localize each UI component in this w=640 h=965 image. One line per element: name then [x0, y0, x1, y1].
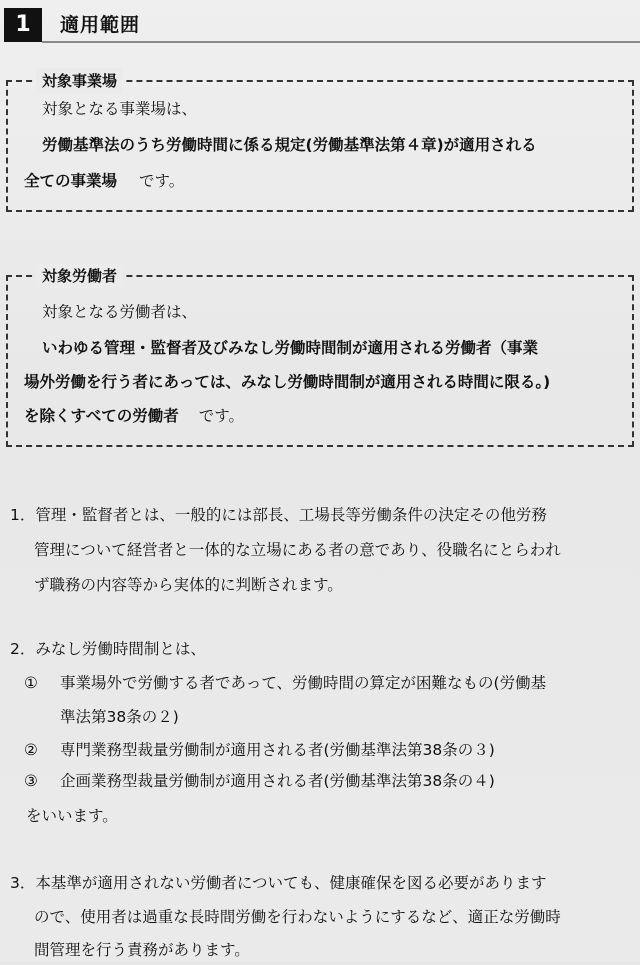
target-workplace-emphasis: 全ての事業場 [24, 172, 118, 190]
note1-line1: 1．管理・監督者とは、一般的には部長、工場長等労働条件の決定その他労務 [10, 506, 547, 524]
note2-item1-line2: 準法第38条の２) [60, 708, 179, 726]
note2-line1: 2．みなし労働時間制とは、 [10, 640, 206, 658]
note2-item2-text: 専門業務型裁量労働制が適用される者(労働基準法第38条の３) [60, 741, 495, 759]
target-workplace-box [6, 72, 634, 212]
target-worker-conclusion [24, 401, 244, 431]
target-worker-rule-line1: いわゆる管理・監督者及びみなし労働時間制が適用される労働者（事業 [42, 339, 539, 357]
target-worker-label: 対象労働者 [36, 263, 123, 289]
note3-line3: 間管理を行う責務があります。 [34, 941, 250, 959]
target-workplace-rule: 労働基準法のうち労働時間に係る規定(労働基準法第４章)が適用される [42, 136, 537, 154]
note1-line2: 管理について経営者と一体的な立場にある者の意であり、役職名にとらわれ [34, 541, 561, 559]
note1-line3: ず職務の内容等から実体的に判断されます。 [34, 576, 343, 594]
target-worker-emphasis: を除くすべての労働者 [24, 407, 179, 425]
note2-closing: をいいます。 [26, 807, 118, 825]
note2-item3-marker: ③ [24, 772, 38, 790]
target-workplace-tail: です。 [139, 172, 185, 190]
header-rule [42, 41, 640, 43]
note2-item1-line1: 事業場外で労働する者であって、労働時間の算定が困難なもの(労働基 [60, 674, 547, 692]
section-number: 1 [4, 8, 42, 42]
section-header [0, 8, 640, 42]
note2-item3-text: 企画業務型裁量労働制が適用される者(労働基準法第38条の４) [60, 772, 495, 790]
note3-line2: ので、使用者は過重な長時間労働を行わないようにするなど、適正な労働時 [34, 908, 561, 926]
note2-item1-marker: ① [24, 674, 38, 692]
target-workplace-conclusion [24, 166, 184, 196]
target-worker-box [6, 267, 634, 447]
note3-line1: 3．本基準が適用されない労働者についても、健康確保を図る必要があります [10, 874, 547, 892]
section-title: 適用範囲 [60, 14, 141, 36]
note2-item2-marker: ② [24, 741, 38, 759]
target-worker-rule-line2: 場外労働を行う者にあっては、みなし労働時間制が適用される時間に限る。) [24, 373, 551, 391]
target-workplace-intro: 対象となる事業場は、 [42, 100, 198, 118]
target-worker-tail: です。 [198, 407, 244, 425]
target-worker-intro: 対象となる労働者は、 [42, 303, 198, 321]
target-workplace-label: 対象事業場 [36, 68, 123, 94]
